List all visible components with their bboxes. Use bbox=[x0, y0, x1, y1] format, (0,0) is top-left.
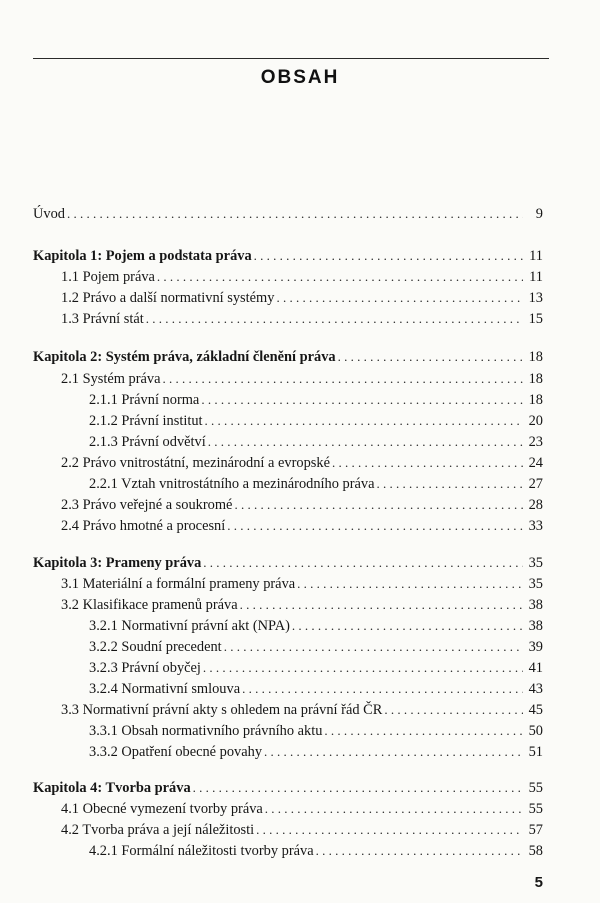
toc-entry bbox=[89, 432, 543, 452]
toc-entry-page: 38 bbox=[528, 618, 543, 634]
toc-entry-page: 18 bbox=[528, 371, 543, 387]
toc-entry-page: 58 bbox=[528, 843, 543, 859]
dot-leader bbox=[297, 574, 523, 594]
page-title: OBSAH bbox=[260, 67, 340, 88]
toc-entry-title: 2.1 Systém práva bbox=[61, 371, 161, 387]
dot-leader bbox=[203, 658, 523, 678]
toc-entry bbox=[89, 411, 543, 431]
toc-entry bbox=[61, 516, 543, 536]
dot-leader bbox=[254, 246, 523, 266]
toc-entry-title: 3.2.4 Normativní smlouva bbox=[89, 681, 241, 697]
toc-entry-title: 4.2 Tvorba práva a její náležitosti bbox=[61, 822, 255, 838]
toc-entry bbox=[89, 679, 543, 699]
toc-entry-title: Úvod bbox=[33, 206, 65, 222]
toc-entry-page: 57 bbox=[528, 822, 543, 838]
toc-entry-page: 38 bbox=[528, 597, 543, 613]
toc-entry-title: Kapitola 2: Systém práva, základní členění práva bbox=[33, 349, 336, 365]
toc-entry bbox=[61, 595, 543, 615]
toc-entry-title: 3.2 Klasifikace pramenů práva bbox=[61, 597, 238, 613]
dot-leader bbox=[67, 204, 523, 224]
toc-entry-title: 3.1 Materiální a formální prameny práva bbox=[61, 576, 296, 592]
toc-entry-page: 18 bbox=[528, 349, 543, 365]
toc-entry bbox=[89, 390, 543, 410]
dot-leader bbox=[240, 595, 523, 615]
toc-entry-title: Kapitola 4: Tvorba práva bbox=[33, 780, 191, 796]
toc-entry-title: Kapitola 3: Prameny práva bbox=[33, 555, 202, 571]
dot-leader bbox=[193, 778, 523, 798]
toc-entry bbox=[61, 453, 543, 473]
dot-leader bbox=[205, 411, 523, 431]
toc-entry bbox=[61, 700, 543, 720]
dot-leader bbox=[224, 637, 523, 657]
dot-leader bbox=[201, 390, 523, 410]
toc-entry-page: 43 bbox=[528, 681, 543, 697]
toc-entry bbox=[89, 841, 543, 861]
toc-entry-page: 35 bbox=[528, 576, 543, 592]
toc-entry-title: 1.2 Právo a další normativní systémy bbox=[61, 290, 275, 306]
toc-entry-page: 11 bbox=[529, 248, 543, 264]
toc-entry-page: 9 bbox=[535, 206, 543, 222]
toc-entry-page: 39 bbox=[528, 639, 543, 655]
dot-leader bbox=[146, 309, 523, 329]
dot-leader bbox=[384, 700, 523, 720]
dot-leader bbox=[242, 679, 523, 699]
toc-entry bbox=[61, 369, 543, 389]
toc-entry-page: 45 bbox=[528, 702, 543, 718]
dot-leader bbox=[324, 721, 523, 741]
toc-chapter-entry bbox=[33, 246, 543, 266]
toc-chapter-entry bbox=[33, 347, 543, 367]
toc-entry bbox=[61, 288, 543, 308]
toc-entry bbox=[61, 799, 543, 819]
toc-entry-title: 2.2.1 Vztah vnitrostátního a mezinárodního práva bbox=[89, 476, 375, 492]
toc-entry-title: 2.1.1 Právní norma bbox=[89, 392, 200, 408]
toc-entry-title: 4.2.1 Formální náležitosti tvorby práva bbox=[89, 843, 314, 859]
toc-entry bbox=[61, 495, 543, 515]
dot-leader bbox=[265, 799, 523, 819]
toc-entry bbox=[89, 474, 543, 494]
toc-entry-title: 3.2.1 Normativní právní akt (NPA) bbox=[89, 618, 290, 634]
toc-entry-title: 2.1.3 Právní odvětví bbox=[89, 434, 206, 450]
toc-entry-page: 50 bbox=[528, 723, 543, 739]
dot-leader bbox=[157, 267, 523, 287]
toc-entry bbox=[89, 637, 543, 657]
dot-leader bbox=[316, 841, 523, 861]
dot-leader bbox=[332, 453, 523, 473]
toc-entry-title: 3.2.3 Právní obyčej bbox=[89, 660, 201, 676]
toc-entry bbox=[89, 742, 543, 762]
toc-entry-page: 13 bbox=[528, 290, 543, 306]
dot-leader bbox=[264, 742, 523, 762]
toc-entry-title: 2.3 Právo veřejné a soukromé bbox=[61, 497, 233, 513]
toc-entry-title: 4.1 Obecné vymezení tvorby práva bbox=[61, 801, 263, 817]
toc-entry-title: Kapitola 1: Pojem a podstata práva bbox=[33, 248, 252, 264]
toc-entry-title: 2.4 Právo hmotné a procesní bbox=[61, 518, 226, 534]
toc-entry-page: 33 bbox=[528, 518, 543, 534]
toc-entry-page: 35 bbox=[528, 555, 543, 571]
page-number: 5 bbox=[534, 874, 543, 891]
toc-entry bbox=[33, 204, 543, 224]
toc-entry bbox=[61, 820, 543, 840]
toc-entry-page: 23 bbox=[528, 434, 543, 450]
dot-leader bbox=[292, 616, 523, 636]
toc-entry-page: 18 bbox=[528, 392, 543, 408]
toc-entry-page: 51 bbox=[528, 744, 543, 760]
dot-leader bbox=[227, 516, 523, 536]
toc-entry bbox=[89, 616, 543, 636]
toc-entry bbox=[61, 267, 543, 287]
toc-chapter-entry bbox=[33, 778, 543, 798]
toc-entry-page: 28 bbox=[528, 497, 543, 513]
dot-leader bbox=[338, 347, 523, 367]
toc-entry-title: 3.2.2 Soudní precedent bbox=[89, 639, 222, 655]
toc-entry-page: 27 bbox=[528, 476, 543, 492]
dot-leader bbox=[208, 432, 523, 452]
toc-entry-title: 1.3 Právní stát bbox=[61, 311, 144, 327]
dot-leader bbox=[234, 495, 523, 515]
dot-leader bbox=[376, 474, 523, 494]
toc-entry bbox=[61, 574, 543, 594]
toc-entry-page: 20 bbox=[528, 413, 543, 429]
dot-leader bbox=[203, 553, 523, 573]
dot-leader bbox=[276, 288, 523, 308]
toc-entry-title: 2.2 Právo vnitrostátní, mezinárodní a evropské bbox=[61, 455, 330, 471]
toc-entry-page: 55 bbox=[528, 780, 543, 796]
toc-entry-page: 15 bbox=[528, 311, 543, 327]
toc-chapter-entry bbox=[33, 553, 543, 573]
toc-entry-title: 1.1 Pojem práva bbox=[61, 269, 155, 285]
toc-entry-title: 3.3.2 Opatření obecné povahy bbox=[89, 744, 263, 760]
dot-leader bbox=[163, 369, 523, 389]
toc-entry-page: 41 bbox=[528, 660, 543, 676]
toc-entry-title: 3.3.1 Obsah normativního právního aktu bbox=[89, 723, 323, 739]
toc-entry bbox=[89, 658, 543, 678]
dot-leader bbox=[256, 820, 523, 840]
toc-entry bbox=[61, 309, 543, 329]
toc-entry bbox=[89, 721, 543, 741]
toc-entry-title: 3.3 Normativní právní akty s ohledem na právní řád ČR bbox=[61, 702, 383, 718]
toc-entry-title: 2.1.2 Právní institut bbox=[89, 413, 203, 429]
toc-entry-page: 11 bbox=[529, 269, 543, 285]
toc-entry-page: 24 bbox=[528, 455, 543, 471]
toc-entry-page: 55 bbox=[528, 801, 543, 817]
